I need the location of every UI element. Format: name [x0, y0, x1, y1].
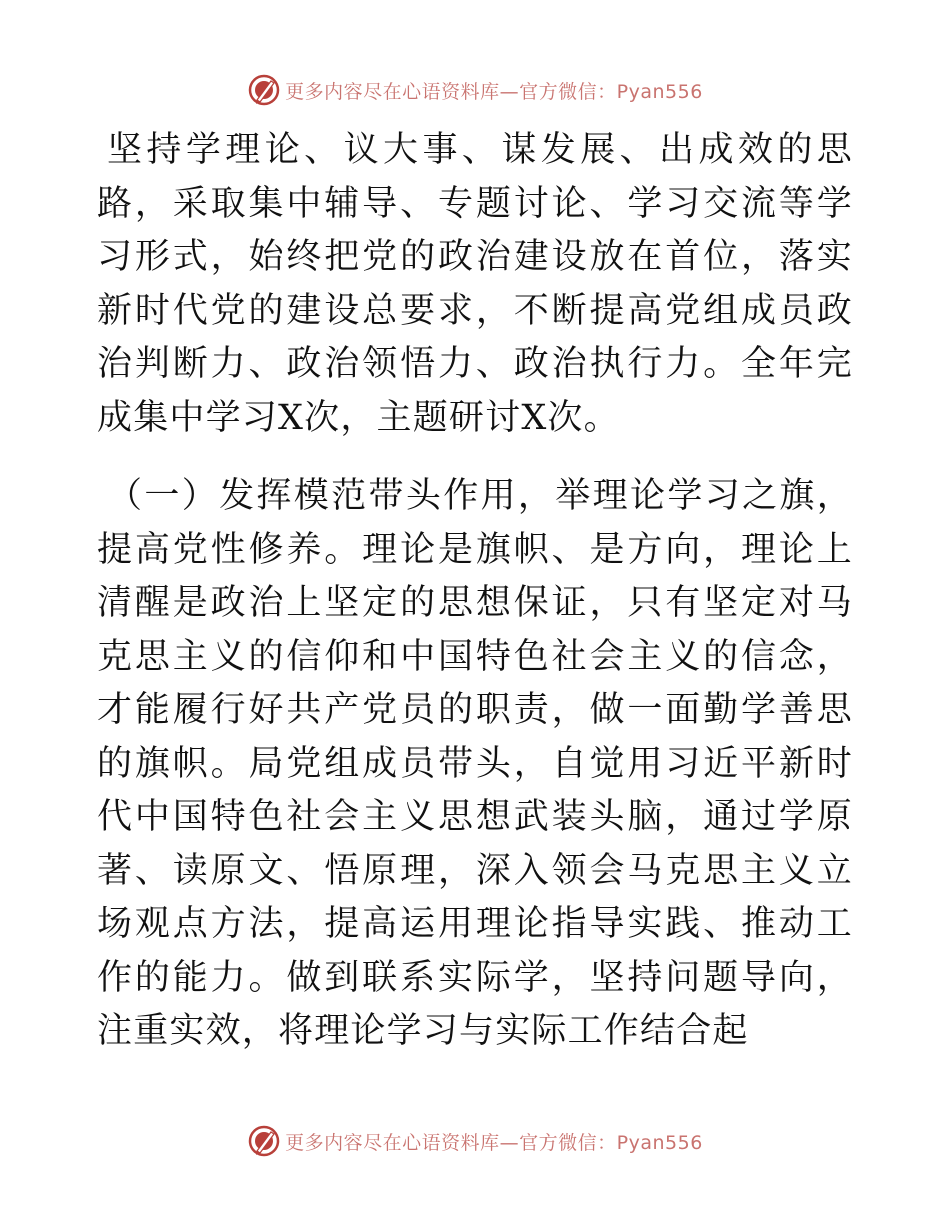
watermark-text: 更多内容尽在心语资料库—官方微信：Pyan556 [285, 80, 703, 103]
paragraph-study-approach: 坚持学理论、议大事、谋发展、出成效的思路，采取集中辅导、专题讨论、学习交流等学习形式，始终把党的政治建设放在首位，落实新时代党的建设总要求，不断提高党组成员政治判断力、政治领悟力、政治执行力。全年完成集中学习X次，主题研讨X次。 [97, 130, 853, 438]
pen-logo-icon [247, 1124, 281, 1158]
header-watermark [0, 70, 950, 110]
paragraph-section-one: （一）发挥模范带头作用，举理论学习之旗，提高党性修养。理论是旗帜、是方向，理论上清醒是政治上坚定的思想保证，只有坚定对马克思主义的信仰和中国特色社会主义的信念，才能履行好共产党员的职责，做一面勤学善思的旗帜。局党组成员带头，自觉用习近平新时代中国特色社会主义思想武装头脑，通过学原著、读原文、悟原理，深入领会马克思主义立场观点方法，提高运用理论指导实践、推动工作的能力。做到联系实际学，坚持问题导向，注重实效，将理论学习与实际工作结合起 [97, 476, 853, 1051]
footer-watermark [0, 1121, 950, 1161]
pen-logo-icon [247, 73, 281, 107]
document-body [97, 124, 853, 1059]
watermark-text: 更多内容尽在心语资料库—官方微信：Pyan556 [285, 1131, 703, 1154]
